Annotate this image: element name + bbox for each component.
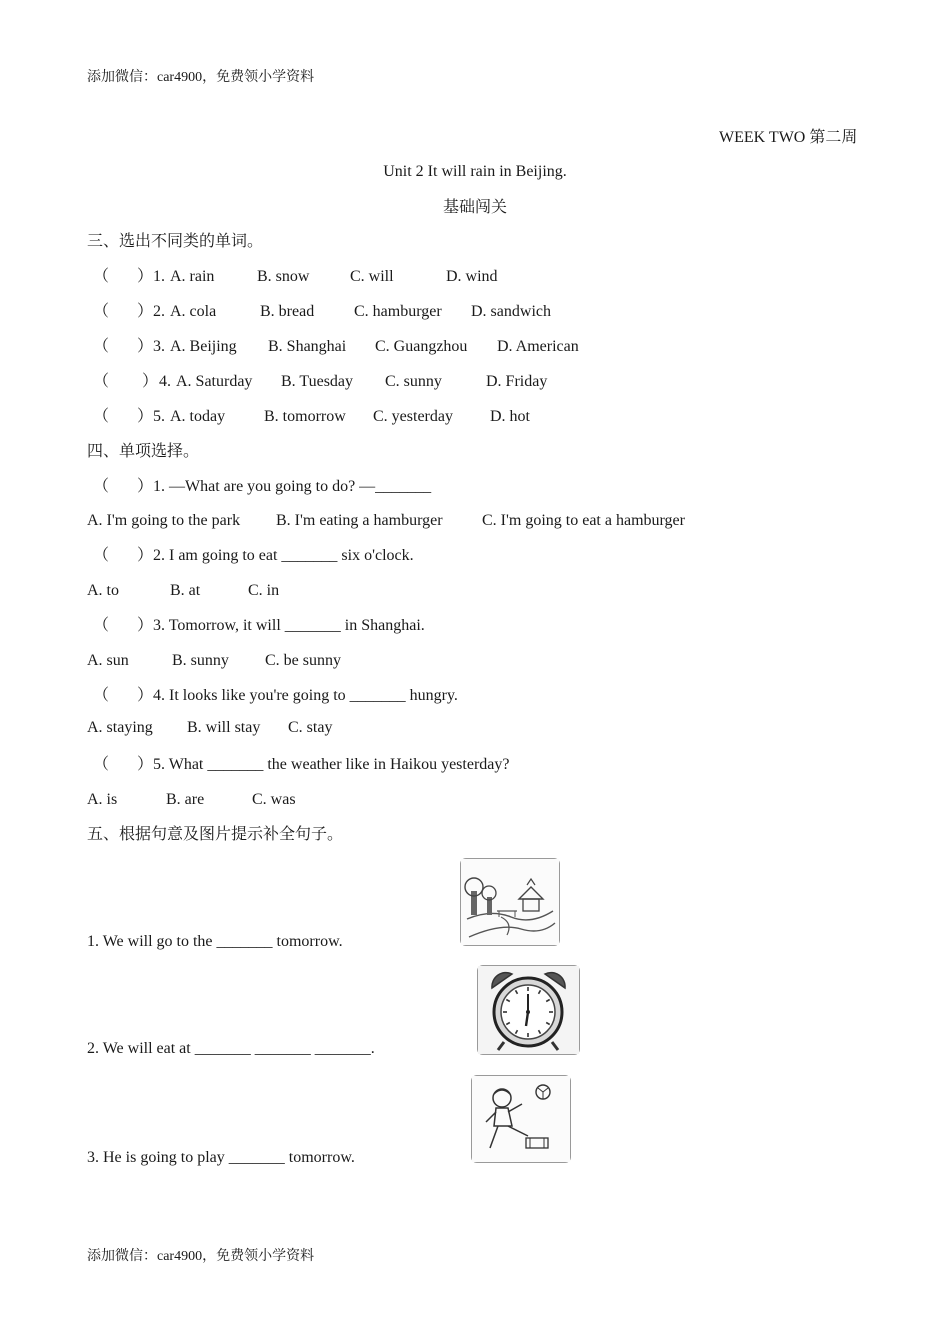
answer-paren-right: ） <box>137 547 154 564</box>
answer-paren-right: ） <box>137 338 154 355</box>
option-b: B. are <box>166 791 205 808</box>
item-number: 2. <box>153 303 165 320</box>
option-c: C. will <box>350 268 394 285</box>
option-a: A. today <box>170 408 226 425</box>
option-a: A. rain <box>170 268 215 285</box>
football-boy-picture <box>471 1075 571 1163</box>
option-d: D. Friday <box>486 373 548 390</box>
answer-paren-right: ） <box>137 408 154 425</box>
option-c: C. yesterday <box>373 408 453 425</box>
subtitle: 基础闯关 <box>442 199 507 216</box>
answer-paren-right: ） <box>137 303 154 320</box>
section3-heading: 三、选出不同类的单词。 <box>87 233 264 250</box>
option-c: C. Guangzhou <box>375 338 468 355</box>
section5-sentence-3: 3. He is going to play _______ tomorrow. <box>87 1149 355 1166</box>
question-text: 1. —What are you going to do? —_______ <box>153 478 432 495</box>
option-a: A. is <box>87 791 118 808</box>
option-a: A. staying <box>87 719 153 736</box>
option-a: A. Beijing <box>170 338 237 355</box>
option-d: D. American <box>497 338 579 355</box>
section5-heading: 五、根据句意及图片提示补全句子。 <box>87 826 344 843</box>
answer-paren-left: （ <box>93 408 110 425</box>
footer-watermark: 添加微信：car4900，免费领小学资料 <box>87 1249 315 1264</box>
option-b: B. Shanghai <box>268 338 347 355</box>
option-d: D. sandwich <box>471 303 551 320</box>
option-b: B. will stay <box>187 719 261 736</box>
question-text: 5. What _______ the weather like in Haikou yesterday? <box>153 756 510 773</box>
item-number: 5. <box>153 408 165 425</box>
section5-sentence-1: 1. We will go to the _______ tomorrow. <box>87 933 343 950</box>
alarm-clock-picture <box>477 965 580 1055</box>
answer-paren-right: ） <box>137 268 154 285</box>
option-a: A. sun <box>87 652 129 669</box>
option-b: B. tomorrow <box>264 408 346 425</box>
option-c: C. stay <box>288 719 333 736</box>
option-c: C. was <box>252 791 296 808</box>
option-d: D. hot <box>490 408 530 425</box>
answer-paren-left: （ <box>93 268 110 285</box>
option-a: A. I'm going to the park <box>87 512 241 529</box>
alarm-clock-illustration <box>478 966 579 1054</box>
option-c: C. hamburger <box>354 303 442 320</box>
option-b: B. at <box>170 582 201 599</box>
answer-paren-left: （ <box>93 756 110 773</box>
option-a: A. cola <box>170 303 217 320</box>
answer-paren-left: （ <box>93 338 110 355</box>
option-c: C. sunny <box>385 373 442 390</box>
section4-heading: 四、单项选择。 <box>87 443 200 460</box>
item-number: 1. <box>153 268 165 285</box>
answer-paren-left: （ <box>93 687 110 704</box>
section5-sentence-2: 2. We will eat at _______ _______ _______. <box>87 1040 375 1057</box>
answer-paren-right: ） <box>137 687 154 704</box>
option-b: B. snow <box>257 268 310 285</box>
item-number: 4. <box>159 373 171 390</box>
option-b: B. bread <box>260 303 315 320</box>
option-a: A. Saturday <box>176 373 253 390</box>
answer-paren-right: ） <box>142 373 159 390</box>
option-c: C. be sunny <box>265 652 341 669</box>
item-number: 3. <box>153 338 165 355</box>
answer-paren-left: （ <box>93 373 110 390</box>
option-a: A. to <box>87 582 119 599</box>
football-boy-illustration <box>472 1076 570 1162</box>
option-b: B. I'm eating a hamburger <box>276 512 443 529</box>
question-text: 3. Tomorrow, it will _______ in Shanghai. <box>153 617 425 634</box>
park-picture <box>460 858 560 946</box>
option-b: B. Tuesday <box>281 373 354 390</box>
answer-paren-left: （ <box>93 617 110 634</box>
answer-paren-right: ） <box>137 617 154 634</box>
answer-paren-left: （ <box>93 303 110 320</box>
question-text: 2. I am going to eat _______ six o'clock. <box>153 547 414 564</box>
question-text: 4. It looks like you're going to _______ hungry. <box>153 687 458 704</box>
header-watermark: 添加微信：car4900，免费领小学资料 <box>87 70 315 85</box>
answer-paren-right: ） <box>137 478 154 495</box>
option-c: C. I'm going to eat a hamburger <box>482 512 685 529</box>
option-d: D. wind <box>446 268 498 285</box>
option-c: C. in <box>248 582 280 599</box>
option-b: B. sunny <box>172 652 229 669</box>
week-label: WEEK TWO 第二周 <box>719 129 858 146</box>
answer-paren-left: （ <box>93 547 110 564</box>
answer-paren-right: ） <box>137 756 154 773</box>
unit-title: Unit 2 It will rain in Beijing. <box>383 163 567 180</box>
answer-paren-left: （ <box>93 478 110 495</box>
park-illustration <box>461 859 559 945</box>
